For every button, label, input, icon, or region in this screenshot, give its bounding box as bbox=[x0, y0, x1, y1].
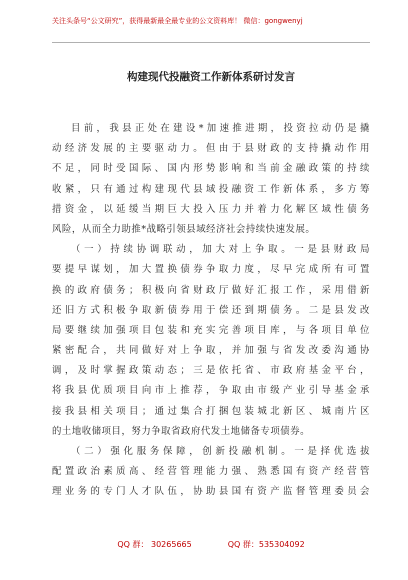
body-line: 风险，从而全力助推*战略引领县域经济社会持续快速发展。 bbox=[52, 223, 316, 235]
footer-qq-group-2: QQ 群：535304092 bbox=[227, 540, 305, 549]
body-line: 接我县相关项目；通过集合打捆包装城北新区、城南片区 bbox=[52, 405, 370, 417]
document-title: 构建现代投融资工作新体系研讨发言 bbox=[127, 71, 295, 83]
footer-qq-group-1: QQ 群： 30265665 bbox=[117, 540, 192, 549]
body-line: 的土地收储项目，努力争取省政府代发土地储备专项债券。 bbox=[52, 425, 311, 437]
body-line: 将我县优质项目向市上推荐，争取由市级产业引导基金承 bbox=[52, 385, 370, 397]
body-line: 配置政治素质高、经营管理能力强、熟悉国有资产经营管 bbox=[52, 466, 370, 478]
body-line: 紧密配合，共同做好对上争取，并加强与省发改委沟通协 bbox=[52, 345, 370, 357]
footer-contact bbox=[52, 539, 370, 551]
body-line: 理业务的专门人才队伍，协助县国有资产监督管理委员会 bbox=[52, 486, 370, 498]
header-divider bbox=[52, 42, 370, 43]
body-line: 还旧方式积极争取新债券用于偿还到期债务。二是县发改 bbox=[52, 304, 370, 316]
body-line: （二）强化服务保障，创新投融机制。一是择优选拔 bbox=[71, 446, 370, 457]
body-line: 换的政府债务；积极向省财政厅做好汇报工作，采用借新 bbox=[52, 284, 370, 296]
body-line: 不足，同时受国际、国内形势影响和当前金融政策的持续 bbox=[52, 163, 370, 175]
body-line: 要提早谋划，加大置换债券争取力度，尽早完成所有可置 bbox=[52, 264, 370, 276]
body-line: 收紧，只有通过构建现代县域投融资工作新体系，多方筹 bbox=[52, 183, 370, 195]
body-line: 调，及时掌握政策动态；三是依托省、市政府基金平台， bbox=[52, 365, 370, 377]
body-line: 目前，我县正处在建设*加速推进期，投资拉动仍是撬 bbox=[71, 123, 370, 134]
body-line: 局要继续加强项目包装和充实完善项目库，与各项目单位 bbox=[52, 324, 370, 336]
body-line: （一）持续协调联动，加大对上争取。一是县财政局 bbox=[71, 244, 370, 256]
body-line: 动经济发展的主要驱动力。但由于县财政的支持撬动作用 bbox=[52, 143, 370, 155]
header-note: 关注头条号“公文研究”，获得最新最全最专业的公文资料库！ 微信：gongwenyj bbox=[52, 17, 303, 25]
body-line: 措资金，以延缓当期巨大投入压力并着力化解区域性债务 bbox=[52, 203, 370, 215]
document-body bbox=[52, 119, 370, 503]
